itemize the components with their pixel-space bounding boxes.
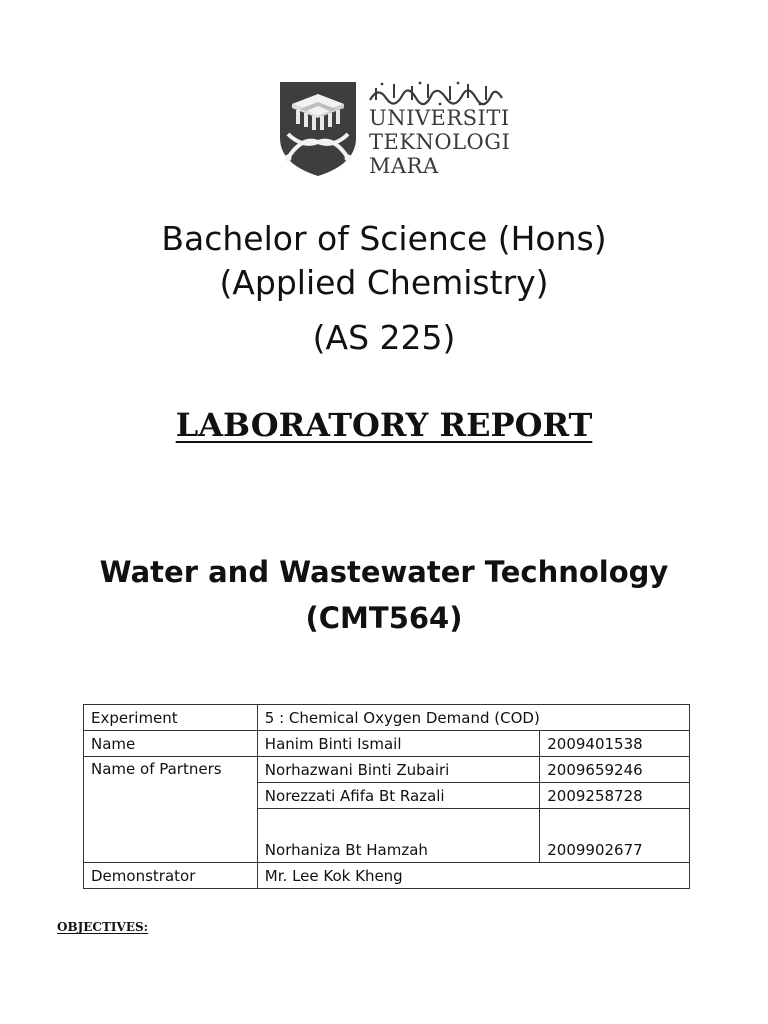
name-label: Name [84,731,258,757]
uitm-shield-emblem-icon [278,80,358,178]
university-logo [278,80,511,180]
table-row [84,863,690,889]
partner-id: 2009258728 [540,783,690,809]
table-row [84,757,690,783]
course-title: Water and Wastewater Technology [99,555,669,589]
partner-name: Norhazwani Binti Zubairi [257,757,539,783]
experiment-value: 5 : Chemical Oxygen Demand (COD) [257,705,689,731]
logo-line-3: MARA [369,154,439,178]
degree-line-1: Bachelor of Science (Hons) [161,219,607,258]
program-code: (AS 225) [312,318,456,357]
partners-label: Name of Partners [84,757,258,863]
jawi-script-motto-icon [368,80,504,106]
table-row [84,705,690,731]
experiment-label: Experiment [84,705,258,731]
demonstrator-name: Mr. Lee Kok Kheng [257,863,689,889]
student-name: Hanim Binti Ismail [257,731,539,757]
logo-wordmark [369,106,510,178]
demonstrator-label: Demonstrator [84,863,258,889]
experiment-info-table [83,704,690,889]
student-id: 2009401538 [540,731,690,757]
logo-line-2: TEKNOLOGI [369,130,511,154]
report-title [0,404,768,446]
objectives-heading: OBJECTIVES: [57,920,149,934]
degree-line-2: (Applied Chemistry) [219,263,549,302]
course-code: (CMT564) [305,601,463,635]
partner-name: Norhaniza Bt Hamzah [257,809,539,863]
partner-name: Norezzati Afifa Bt Razali [257,783,539,809]
table-row [84,731,690,757]
report-title-text: LABORATORY REPORT [175,406,593,444]
partner-id: 2009659246 [540,757,690,783]
logo-line-1: UNIVERSITI [369,106,510,130]
partner-id: 2009902677 [540,809,690,863]
